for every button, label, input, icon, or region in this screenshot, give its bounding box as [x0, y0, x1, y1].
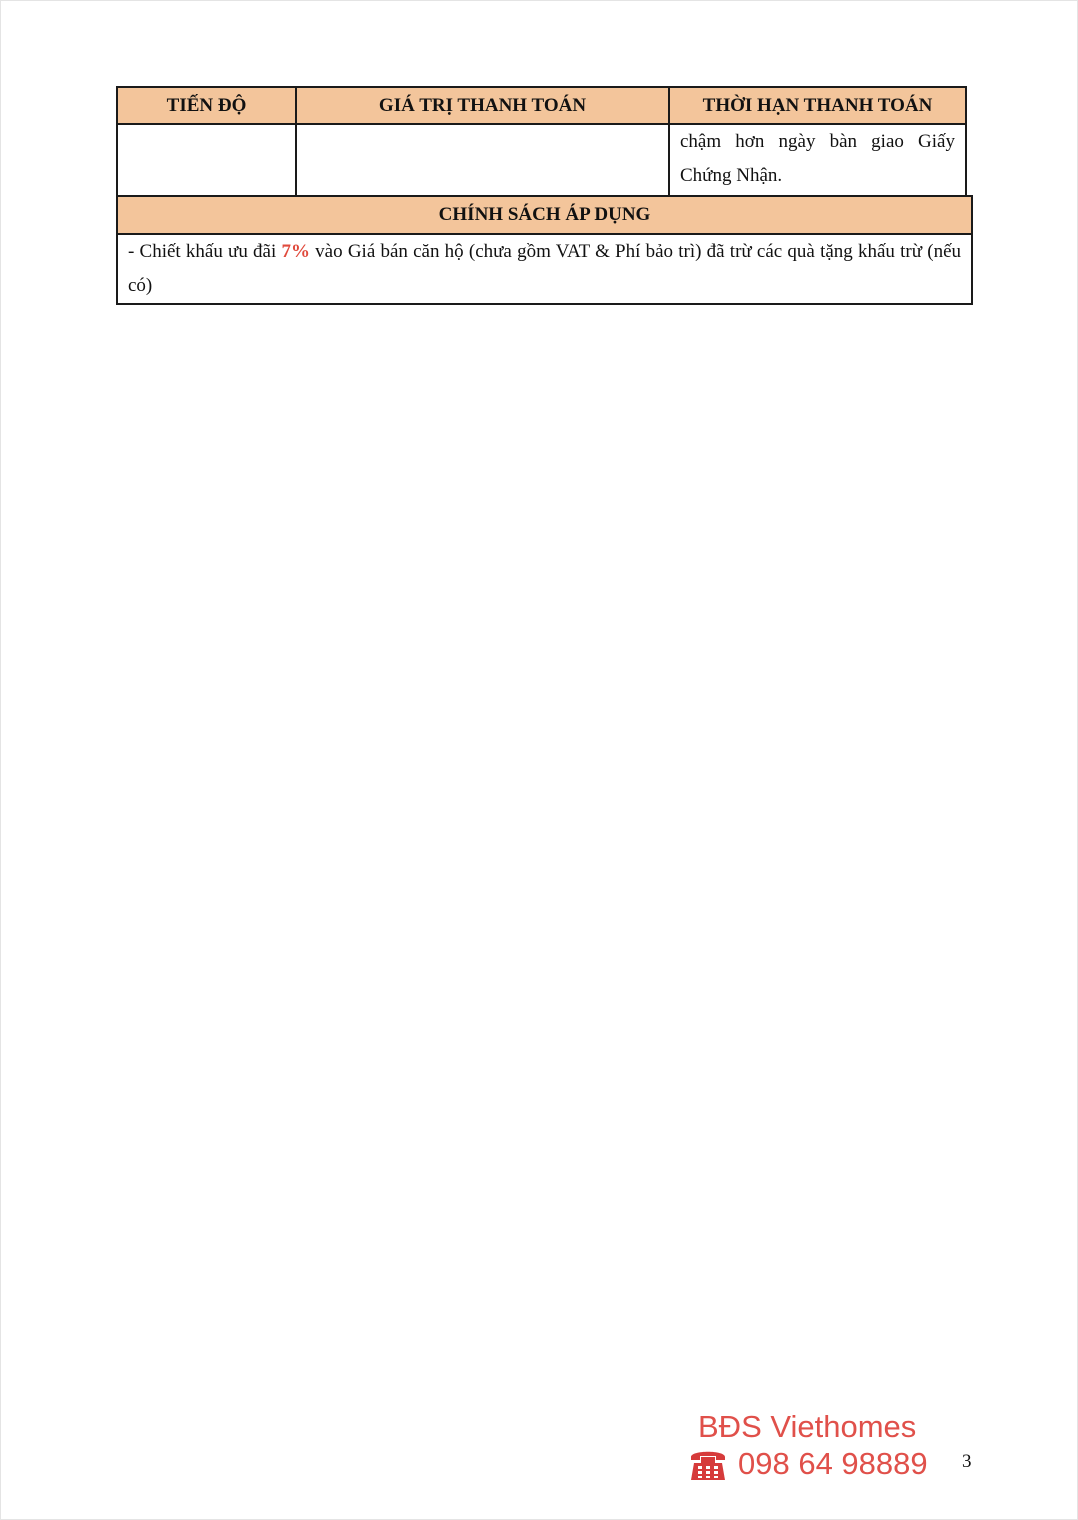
page-number: 3: [962, 1451, 972, 1472]
watermark-phone-number: 098 64 98889: [738, 1446, 928, 1481]
cell-payment-deadline-text: chậm hơn ngày bàn giao Giấy Chứng Nhận.: [680, 131, 955, 186]
payment-schedule-table: [116, 86, 967, 197]
watermark-phone-row: [688, 1444, 928, 1484]
policy-text-after: vào Giá bán căn hộ (chưa gồm VAT & Phí bảo trì) đã trừ các quà tặng khấu trừ (nếu có): [128, 241, 961, 296]
watermark-brand: BĐS Viethomes: [698, 1409, 917, 1444]
header-payment-value: GIÁ TRỊ THANH TOÁN: [296, 87, 669, 124]
cell-progress: [117, 124, 296, 196]
cell-payment-deadline: [669, 124, 966, 196]
discount-percent: 7%: [281, 241, 310, 262]
header-progress: TIẾN ĐỘ: [117, 87, 296, 124]
policy-text-before: - Chiết khấu ưu đãi: [128, 241, 282, 262]
policy-section: [116, 195, 973, 305]
table-header-row: [117, 87, 966, 124]
policy-text: [118, 235, 971, 303]
cell-payment-value: [296, 124, 669, 196]
policy-title: CHÍNH SÁCH ÁP DỤNG: [118, 197, 971, 235]
telephone-icon: [688, 1446, 728, 1482]
header-payment-deadline: THỜI HẠN THANH TOÁN: [669, 87, 966, 124]
table-row: [117, 124, 966, 196]
